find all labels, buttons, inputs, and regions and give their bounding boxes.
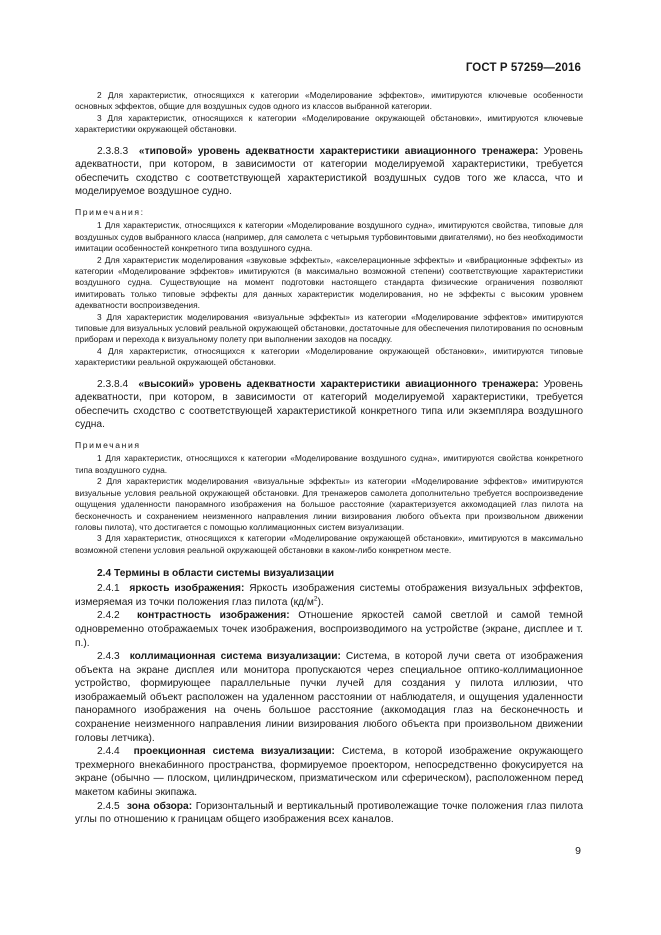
term-number: 2.4.5 xyxy=(97,800,120,812)
note-2383-1: 1 Для характеристик, относящихся к категории «Моделирование воздушного судна», имитируются свойства, типовые для воздушных судов выбранного класса (например, для самолета с четырьмя турбовинтовыми двигателями), но без необходимости имитации особенностей конкретного типа воздушного судна. xyxy=(75,220,583,254)
term-title: проекционная система визуализации: xyxy=(133,746,335,758)
term-number: 2.3.8.3 xyxy=(97,145,129,157)
term-title: «типовой» уровень адекватности характеристики авиационного тренажера: xyxy=(138,145,539,157)
term-tail: ). xyxy=(317,596,324,608)
term-244 xyxy=(75,745,583,799)
term-number: 2.4.1 xyxy=(97,583,120,595)
term-number: 2.4.2 xyxy=(97,610,120,622)
term-title: «высокий» уровень адекватности характеристики авиационного тренажера: xyxy=(138,378,539,390)
term-number: 2.3.8.4 xyxy=(97,378,129,390)
term-definition: Уровень адекватности, при котором, в зависимости от категории моделируемой характеристики, требуется обеспечить сходство с соответствующей характеристикой воздушных судов того же класса, что и моделируемое воздушное судно. xyxy=(75,145,583,198)
document-id: ГОСТ Р 57259—2016 xyxy=(465,62,581,74)
superscript: 2 xyxy=(313,595,318,603)
term-2384 xyxy=(75,378,583,432)
notes-title-2383: Примечания: xyxy=(75,207,145,217)
term-243 xyxy=(75,650,583,745)
top-note-2: 2 Для характеристик, относящихся к категории «Моделирование эффектов», имитируются ключевые особенности основных эффектов, общие для воздушных судов одного из классов выбранной категории. xyxy=(75,90,583,112)
term-definition: Система, в которой лучи света от изображения объекта на экране дисплея или монитора пропускаются через специальное оптико-коллимационное устройство, формирующее параллельные пучки лучей для создания у пилота иллюзии, что изображаемый объект расположен на удаленном расстоянии от наблюдателя, и ощущения удаленности панорамного изображения на очень большое расстояние (аккомодация глаз на бесконечность и сохранение неизменного направления линии визирования любого объекта при произвольном движении головы летчика). xyxy=(75,651,583,744)
term-245 xyxy=(75,800,583,827)
notes-title-2384: Примечания xyxy=(75,440,141,451)
term-title: коллимационная система визуализации: xyxy=(129,651,341,663)
term-definition: Яркость изображения системы отображения визуальных эффектов, измеряемая из точки положения глаз пилота (кд/м xyxy=(75,583,583,608)
term-2383 xyxy=(75,145,583,199)
page-content xyxy=(75,90,583,827)
note-2383-3: 3 Для характеристик моделирования «визуальные эффекты» из категории «Моделирование эффектов» имитируются типовые для визуальных условий реальной окружающей обстановки, достаточные для обеспечения пилотирования по основным приборам и перехода к визуальному полету при выполнении заходов на посадку. xyxy=(75,311,583,345)
note-2384-2: 2 Для характеристик моделирования «визуальные эффекты» из категории «Моделирование эффектов» имитируются визуальные условия реальной окружающей обстановки. Для тренажеров самолета дополнительно требуется воспроизведение ощущения удаленности панорамного изображения на большое расстояние (характеризуется аккомодацией глаз пилота на бесконечность и сохранением неизменного направления линии визирования любого объекта при произвольном движении головы пилота), что достигается с помощью коллимационных систем визуализации. xyxy=(75,476,583,532)
term-definition: Уровень адекватности, при котором, в зависимости от категорий моделируемой характеристики, требуется обеспечить сходство с соответствующей характеристикой конкретного типа или экземпляра воздушного судна. xyxy=(75,378,583,431)
term-number: 2.4.3 xyxy=(97,651,120,663)
top-note-3: 3 Для характеристик, относящихся к категории «Моделирование окружающей обстановки», имитируются ключевые характеристики окружающей обстановки. xyxy=(75,112,583,135)
term-title: зона обзора: xyxy=(126,800,193,812)
term-definition: Отношение яркостей самой светлой и самой темной одновременно отображаемых точек изображения, воспроизводимого на устройстве (экране, дисплее и т. п.). xyxy=(75,610,583,649)
term-number: 2.4.4 xyxy=(97,746,120,758)
term-241 xyxy=(75,582,583,609)
term-title: контрастность изображения: xyxy=(136,610,290,622)
term-definition: Горизонтальный и вертикальный противолежащие точке положения глаз пилота углы по отношению к границам общего изображения всех каналов. xyxy=(75,800,583,826)
note-2383-4: 4 Для характеристик, относящихся к категории «Моделирование окружающей обстановки», имитируются типовые характеристики реальной окружающей обстановки. xyxy=(75,345,583,368)
note-2384-3: 3 Для характеристик, относящихся к категории «Моделирование окружающей обстановки», имитируются в максимально возможной степени условия реальной окружающей обстановки в каком-либо конкретном месте. xyxy=(75,533,583,555)
term-title: яркость изображения: xyxy=(129,583,245,595)
note-2383-2: 2 Для характеристик моделирования «звуковые эффекты», «акселерационные эффекты» и «вибрационные эффекты» из категории «Моделирование эффектов» имитируются (в максимально возможной степени) соответствующие характеристики воздушного судна. Существующие на момент подготовки настоящего стандарта физические ограничения позволяют имитировать только типовые эффекты для данных характеристик моделирования, но не эффекты с высоким уровнем адекватности воспроизведения. xyxy=(75,254,583,311)
term-242 xyxy=(75,609,583,650)
term-definition: Система, в которой изображение окружающего трехмерного внекабинного пространства, формируемое проектором, непосредственно фокусируется на экране (обычно — плоском, цилиндрическом, призматическом или сферическом), расположенном перед макетом кабины экипажа. xyxy=(75,746,583,799)
section-heading: 2.4 Термины в области системы визуализации xyxy=(97,568,335,580)
note-2384-1: 1 Для характеристик, относящихся к категории «Моделирование воздушного судна», имитируются свойства конкретного типа воздушного судна. xyxy=(75,453,583,475)
page-number: 9 xyxy=(575,845,581,857)
